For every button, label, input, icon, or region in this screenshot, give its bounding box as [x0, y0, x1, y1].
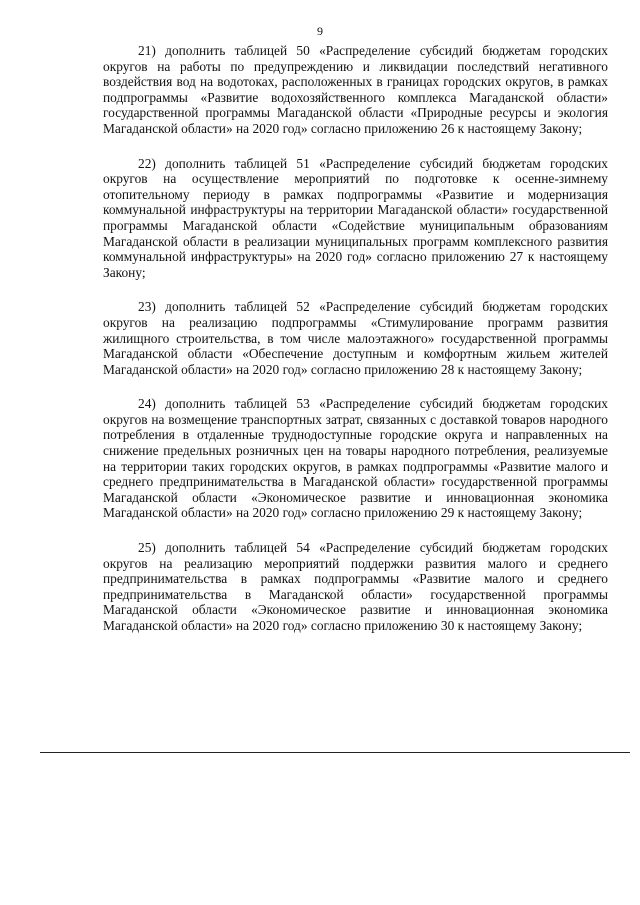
paragraph-item-24: 24) дополнить таблицей 53 «Распределение субсидий бюджетам городских округов на возмещение транспортных затрат, связанных с доставкой товаров народного потребления в отдаленные труднодоступные городские округа и направленных на снижение предельных розничных цен на товары народного потребления, реализуемые на территории таких городских округов, в рамках подпрограммы «Развитие малого и среднего предпринимательства в Магаданской области» государственной программы Магаданской области «Экономическое развитие и инновационная экономика Магаданской области» на 2020 год» согласно приложению 29 к настоящему Закону;	[103, 396, 608, 521]
paragraph-item-23: 23) дополнить таблицей 52 «Распределение субсидий бюджетам городских округов на реализацию подпрограммы «Стимулирование программ развития жилищного строительства, в том числе малоэтажного» государственной программы Магаданской области «Обеспечение доступным и комфортным жильем жителей Магаданской области» на 2020 год» согласно приложению 28 к настоящему Закону;	[103, 299, 608, 377]
paragraph-item-21: 21) дополнить таблицей 50 «Распределение субсидий бюджетам городских округов на работы по предупреждению и ликвидации последствий негативного воздействия вод на водотоках, расположенных в границах городских округов, в рамках подпрограммы «Развитие водохозяйственного комплекса Магаданской области» государственной программы Магаданской области «Природные ресурсы и экология Магаданской области» на 2020 год» согласно приложению 26 к настоящему Закону;	[103, 43, 608, 136]
page-bottom-rule	[40, 752, 630, 753]
document-body	[103, 43, 608, 653]
paragraph-item-22: 22) дополнить таблицей 51 «Распределение субсидий бюджетам городских округов на осуществление мероприятий по подготовке к осенне-зимнему отопительному периоду в рамках подпрограммы «Развитие и модернизация коммунальной инфраструктуры на территории Магаданской области» государственной программы Магаданской области «Содействие муниципальным образованиям Магаданской области в реализации муниципальных программ комплексного развития коммунальной инфраструктуры» на 2020 год» согласно приложению 27 к настоящему Закону;	[103, 155, 608, 280]
paragraph-item-25: 25) дополнить таблицей 54 «Распределение субсидий бюджетам городских округов на реализацию мероприятий поддержки развития малого и среднего предпринимательства в рамках подпрограммы «Развитие малого и среднего предпринимательства в Магаданской области» государственной программы Магаданской области «Экономическое развитие и инновационная экономика Магаданской области» на 2020 год» согласно приложению 30 к настоящему Закону;	[103, 540, 608, 633]
page-number: 9	[317, 24, 323, 38]
